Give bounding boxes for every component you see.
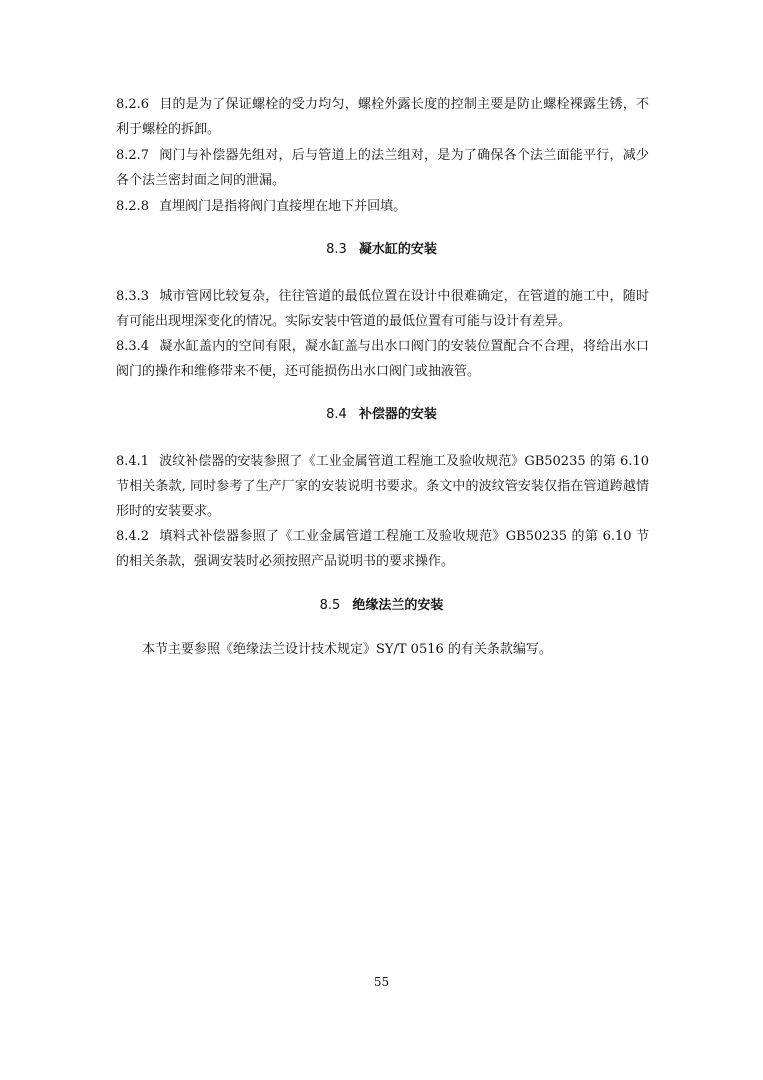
section-title: 补偿器的安装 xyxy=(358,407,437,422)
clause-8-2-6 xyxy=(116,92,649,142)
clause-number: 8.2.7 xyxy=(116,148,150,163)
clause-text: 凝水缸盖内的空间有限，凝水缸盖与出水口阀门的安装位置配合不合理，将给出水口阀门的操作和维修带来不便，还可能损伤出水口阀门或抽液管。 xyxy=(116,339,649,379)
clause-number: 8.3.3 xyxy=(116,289,150,304)
clause-8-4-1 xyxy=(116,449,649,524)
section-heading-8-3 xyxy=(0,240,763,260)
section-title: 凝水缸的安装 xyxy=(358,242,437,257)
clause-text: 目的是为了保证螺栓的受力均匀，螺栓外露长度的控制主要是防止螺栓裸露生锈，不利于螺栓的拆卸。 xyxy=(116,97,649,137)
section-8-5-body xyxy=(116,637,649,662)
clause-number: 8.4.1 xyxy=(116,454,150,469)
clause-text: 阀门与补偿器先组对，后与管道上的法兰组对，是为了确保各个法兰面能平行，减少各个法兰密封面之间的泄漏。 xyxy=(116,148,649,188)
section-number: 8.3 xyxy=(326,242,347,257)
section-number: 8.5 xyxy=(319,598,341,613)
clause-8-3-3 xyxy=(116,284,649,334)
clause-number: 8.2.6 xyxy=(116,97,150,112)
clause-8-2-8 xyxy=(116,194,649,219)
section-heading-8-5 xyxy=(0,596,763,616)
section-heading-8-4 xyxy=(0,405,763,425)
clause-8-3-4 xyxy=(116,334,649,384)
clause-text: 城市管网比较复杂，往往管道的最低位置在设计中很难确定，在管道的施工中，随时有可能出现埋深变化的情况。实际安装中管道的最低位置有可能与设计有差异。 xyxy=(116,289,649,329)
clause-number: 8.4.2 xyxy=(116,529,150,544)
section-title: 绝缘法兰的安装 xyxy=(352,598,444,613)
clause-text: 波纹补偿器的安装参照了《工业金属管道工程施工及验收规范》GB50235 的第 6.10 节相关条款, 同时参考了生产厂家的安装说明书要求。条文中的波纹管安装仅指在管道跨越情形时的安装要求。 xyxy=(116,454,649,519)
clause-text: 填料式补偿器参照了《工业金属管道工程施工及验收规范》GB50235 的第 6.10 节的相关条款，强调安装时必须按照产品说明书的要求操作。 xyxy=(116,529,649,569)
page-number: 55 xyxy=(373,975,390,989)
section-number: 8.4 xyxy=(326,407,347,422)
clause-text: 直埋阀门是指将阀门直接埋在地下并回填。 xyxy=(159,199,407,214)
clause-8-4-2 xyxy=(116,524,649,574)
clause-8-2-7 xyxy=(116,143,649,193)
clause-number: 8.3.4 xyxy=(116,339,150,354)
clause-number: 8.2.8 xyxy=(116,199,150,214)
body-text: 本节主要参照《绝缘法兰设计技术规定》SY/T 0516 的有关条款编写。 xyxy=(142,642,552,657)
